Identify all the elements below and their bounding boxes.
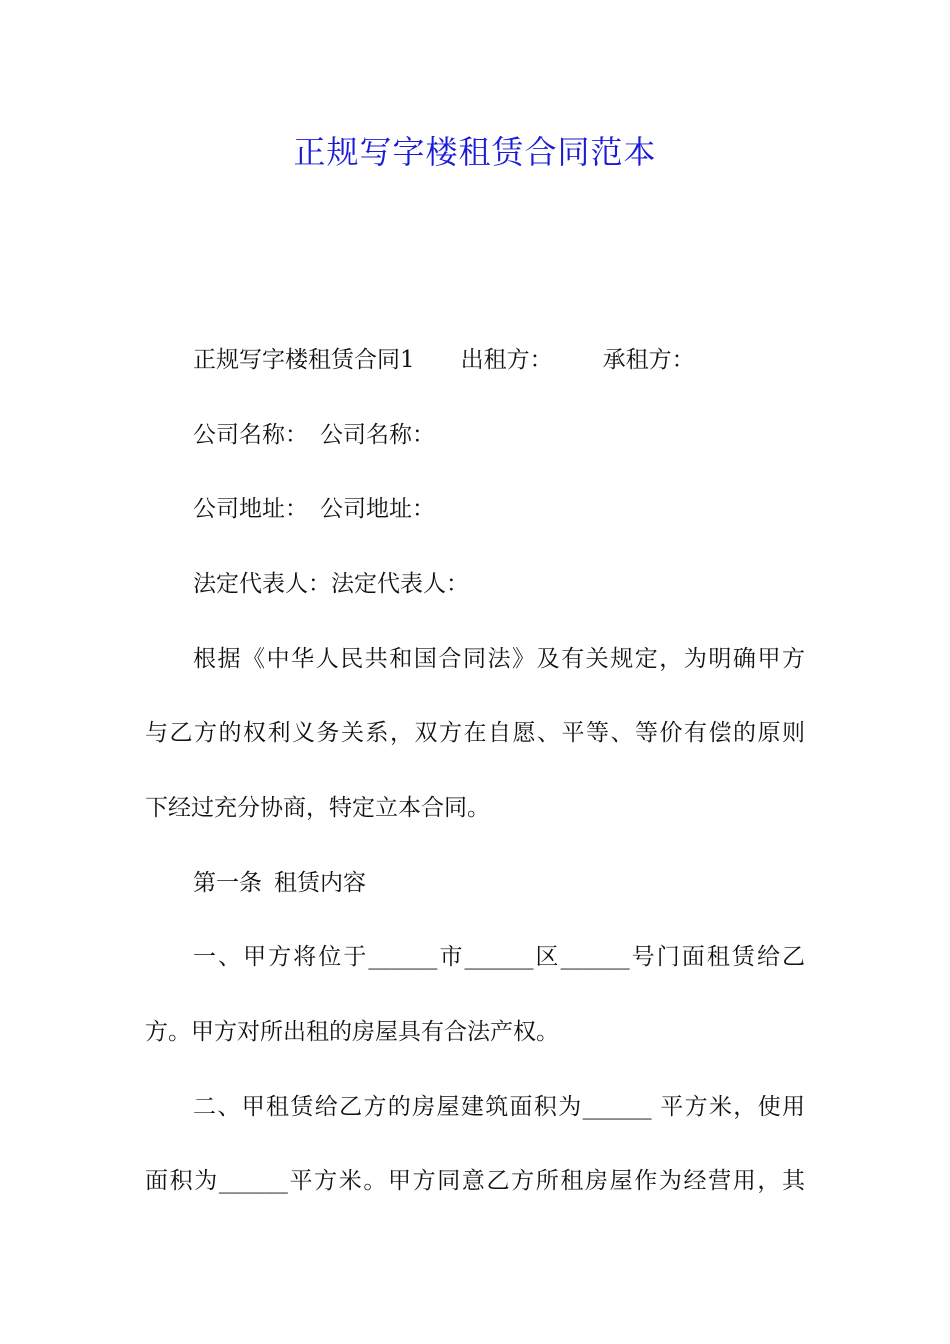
article-number: 第一条 [193,870,262,896]
header-line [193,344,805,376]
preamble-line-1: 根据《中华人民共和国合同法》及有关规定，为明确甲方 [193,646,805,672]
preamble-line-3: 下经过充分协商，特定立本合同。 [145,795,490,821]
contract-number: 正规写字楼租赁合同1 [193,347,415,373]
clause-one-line-1: 一、甲方将位于______市______区______号门面租赁给乙 [193,944,805,970]
document-title: 正规写字楼租赁合同范本 [293,133,657,171]
article-one-heading [193,867,805,899]
lessor-company-name-label: 公司名称： [193,422,308,448]
company-name-line [193,419,805,451]
lessee-company-name-label: 公司名称： [320,422,435,448]
lessee-company-address-label: 公司地址： [320,496,435,522]
clause-two-line-1: 二、甲租赁给乙方的房屋建筑面积为______ 平方米，使用 [193,1094,805,1120]
clause-one-line-2: 方。甲方对所出租的房屋具有合法产权。 [145,1019,559,1045]
company-address-line [193,493,805,525]
legal-representative-line: 法定代表人：法定代表人： [193,571,469,597]
preamble-line-2: 与乙方的权利义务关系，双方在自愿、平等、等价有偿的原则 [145,720,805,746]
lessor-label: 出租方： [460,347,553,373]
clause-two-line-2: 面积为______平方米。甲方同意乙方所租房屋作为经营用，其 [145,1168,805,1194]
lessee-label: 承租方： [602,347,695,373]
lessor-company-address-label: 公司地址： [193,496,308,522]
article-title: 租赁内容 [274,870,366,896]
